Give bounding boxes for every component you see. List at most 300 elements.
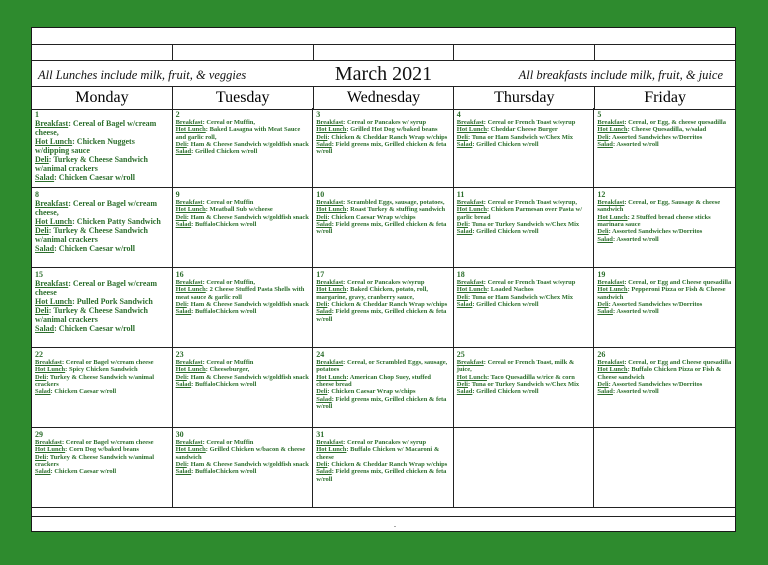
meal-label: Hot Lunch [175, 366, 206, 374]
meal-text: Cereal or Bagel w/cream cheese, [35, 199, 158, 218]
lunch-note: All Lunches include milk, fruit, & veggies [38, 68, 247, 82]
calendar-day-cell [173, 108, 314, 188]
meal-text: Ham & Cheese Sandwich w/goldfish snack [190, 141, 309, 149]
meal-text: Cereal or Pancakes w/ syrup [346, 439, 427, 446]
meal-text: Chicken Caesar w/roll [54, 468, 117, 476]
menu-line: Hot Lunch: Baked Chicken, potato, roll, margarine, gravy, cranberry sauce, [316, 286, 429, 301]
day-number: 4 [456, 110, 461, 119]
meal-text: Assorted w/roll [616, 235, 659, 243]
menu-line: Deli: Turkey & Cheese Sandwich w/animal crackers [35, 226, 148, 245]
menu-line: Deli: Ham & Cheese Sandwich w/goldfish snack [175, 301, 309, 309]
menu-line: Breakfast: Cereal of Bagel w/cream cheese, [35, 119, 157, 138]
menu-line: Salad: Grilled Chicken w/roll [175, 148, 258, 156]
menu-line: Deli: Turkey & Cheese Sandwich w/animal crackers [35, 373, 155, 389]
calendar-day-cell [313, 188, 454, 268]
meal-label: Deli [456, 293, 468, 301]
meal-text: Cereal or French Toast w/syrup [487, 119, 576, 126]
meal-text: Cereal or Muffin, [206, 279, 256, 286]
menu-line: Breakfast: Cereal or Pancakes w/syrup [316, 279, 425, 286]
weekday-header [32, 86, 735, 110]
meal-label: Hot Lunch [35, 137, 73, 147]
calendar-day-cell [173, 428, 314, 508]
day-number: 2 [175, 110, 180, 119]
meal-text: Cheeseburger, [209, 366, 250, 374]
meal-text: Cereal, or Egg and Cheese quesadilla [628, 279, 732, 286]
meal-label: Deli [597, 133, 609, 141]
meal-label: Breakfast [597, 279, 625, 286]
meal-text: Cereal, or Egg, Sausage & cheese sandwich [597, 199, 721, 214]
meal-label: Hot Lunch [316, 446, 347, 454]
menu-line: Hot Lunch: Pulled Pork Sandwich [35, 297, 153, 307]
day-wednesday: Wednesday [314, 87, 455, 109]
blank-header-row [32, 45, 735, 61]
menu-line: Breakfast: Cereal or Bagel w/cream cheese [35, 359, 154, 366]
menu-line: Deli: Ham & Cheese Sandwich w/goldfish snack [175, 373, 309, 381]
meal-label: Salad [597, 388, 613, 396]
meal-text: Cheddar Cheese Burger [490, 126, 558, 134]
meal-label: Deli [597, 301, 609, 309]
meal-text: Tuna or Turkey Sandwich w/Chex Mix [471, 381, 580, 389]
menu-line: Deli: Chicken & Cheddar Ranch Wrap w/chips [316, 301, 448, 309]
meal-label: Salad [597, 235, 613, 243]
calendar-day-cell [313, 108, 454, 188]
menu-line: Hot Lunch: Buffalo Chicken w/ Macaroni & cheese [316, 446, 440, 461]
menu-line: Salad: Chicken Caesar w/roll [35, 468, 117, 476]
meal-text: Ham & Cheese Sandwich w/goldfish snack [190, 373, 309, 381]
meal-label: Hot Lunch [35, 366, 66, 374]
meal-label: Breakfast [35, 359, 62, 366]
day-number: 1 [35, 110, 39, 119]
calendar-day-cell [594, 428, 735, 508]
meal-label: Salad [175, 468, 192, 476]
meal-text: Chicken Caesar w/roll [58, 244, 135, 254]
menu-line: Hot Lunch: Cheese Quesadilla, w/salad [597, 126, 707, 134]
menu-line: Hot Lunch: 2 Cheese Stuffed Pasta Shells with meat sauce & garlic roll [175, 286, 305, 301]
menu-line: Hot Lunch: Spicy Chicken Sandwich [35, 366, 138, 374]
meal-label: Breakfast [456, 279, 484, 286]
menu-line: Breakfast: Cereal or French Toast w/syrup, [456, 199, 577, 206]
calendar-day-cell [594, 268, 735, 348]
meal-label: Deli [316, 301, 328, 309]
day-number: 8 [35, 190, 39, 199]
meal-label: Hot Lunch [175, 126, 206, 134]
menu-line: Breakfast: Cereal or Muffin [175, 439, 254, 446]
meal-text: Grilled Chicken w/roll [476, 301, 539, 309]
calendar-day-cell [594, 188, 735, 268]
meal-text: Cereal or Muffin [206, 359, 254, 366]
meal-label: Breakfast [456, 119, 484, 126]
meal-text: 2 Stuffed bread cheese sticks marinara sauce [597, 213, 711, 229]
menu-line: Salad: Chicken Caesar w/roll [35, 173, 135, 183]
meal-text: Chicken Caesar w/roll [54, 388, 117, 396]
meal-label: Breakfast [456, 359, 484, 366]
calendar-day-cell [313, 428, 454, 508]
day-thursday: Thursday [454, 87, 595, 109]
meal-label: Hot Lunch [316, 126, 347, 134]
day-number: 16 [175, 270, 184, 279]
day-number: 30 [175, 430, 184, 439]
menu-line: Breakfast: Cereal or Pancakes w/ syrup [316, 119, 427, 126]
menu-line: Breakfast: Cereal or Muffin [175, 359, 254, 366]
meal-label: Hot Lunch [175, 446, 206, 454]
day-number: 29 [35, 430, 43, 439]
meal-label: Salad [35, 388, 51, 396]
meal-text: Cereal of Bagel w/cream cheese, [35, 119, 157, 138]
meal-text: American Chop Suey, stuffed cheese bread [316, 373, 432, 389]
meal-text: Ham & Cheese Sandwich w/goldfish snack [190, 301, 309, 309]
meal-label: Hot Lunch [316, 286, 347, 294]
meal-label: Salad [456, 301, 473, 309]
meal-text: Tuna or Ham Sandwich w/Chex Mix [471, 133, 573, 141]
meal-label: Salad [597, 308, 613, 316]
meal-label: Hot Lunch [597, 286, 628, 294]
meal-label: Hot Lunch [456, 373, 487, 381]
menu-line: Deli: Assorted Sandwiches w/Dorritos [597, 133, 703, 141]
meal-text: Turkey & Cheese Sandwich w/animal crackers [35, 306, 148, 325]
meal-label: Salad [175, 381, 192, 389]
meal-label: Salad [175, 148, 192, 156]
blank-cell [595, 45, 735, 61]
menu-line: Breakfast: Cereal, or Egg, Sausage & cheese sandwich [597, 199, 721, 214]
meal-text: Chicken Caesar w/roll [58, 324, 135, 334]
day-number: 24 [316, 350, 325, 359]
day-number: 9 [175, 190, 180, 199]
meal-label: Salad [175, 308, 192, 316]
day-number: 15 [35, 270, 43, 279]
day-number: 18 [456, 270, 465, 279]
meal-text: Pepperoni Pizza or Fish & Cheese sandwich [597, 286, 726, 301]
menu-line: Breakfast: Cereal, or Egg, & cheese quesadilla [597, 119, 726, 126]
calendar-day-cell [173, 268, 314, 348]
meal-label: Breakfast [35, 279, 69, 288]
menu-line: Salad: Field greens mix, Grilled chicken & feta w/roll [316, 468, 447, 483]
day-number: 12 [597, 190, 606, 199]
day-friday: Friday [644, 89, 686, 106]
menu-line: Salad: BuffaloChicken w/roll [175, 308, 257, 316]
meal-text: Cereal or Muffin [206, 439, 254, 446]
calendar-day-cell [594, 348, 735, 428]
meal-text: BuffaloChicken w/roll [194, 221, 257, 229]
blank-cell [314, 45, 455, 61]
menu-line: Deli: Ham & Cheese Sandwich w/goldfish snack [175, 461, 309, 469]
meal-label: Salad [597, 141, 613, 149]
menu-line: Hot Lunch: Cheeseburger, [175, 366, 250, 374]
calendar-day-cell [173, 348, 314, 428]
meal-label: Breakfast [175, 359, 203, 366]
menu-line: Deli: Turkey & Cheese Sandwich w/animal crackers [35, 306, 148, 325]
meal-label: Hot Lunch [597, 213, 628, 221]
day-number: 25 [456, 350, 465, 359]
meal-label: Deli [35, 453, 47, 461]
menu-line: Deli: Chicken Caesar Wrap w/chips [316, 388, 416, 396]
meal-text: Field greens mix, Grilled chicken & feta w/roll [316, 395, 447, 411]
meal-label: Deli [456, 133, 468, 141]
meal-text: Grilled Chicken w/roll [476, 141, 539, 149]
menu-line: Breakfast: Cereal or Muffin, [175, 279, 256, 286]
meal-label: Breakfast [316, 439, 344, 446]
meal-label: Hot Lunch [35, 217, 73, 227]
meal-label: Deli [175, 213, 187, 221]
meal-label: Breakfast [316, 359, 344, 366]
meal-text: Grilled Chicken w/bacon & cheese sandwich [175, 446, 306, 461]
meal-label: Hot Lunch [456, 126, 487, 134]
meal-label: Salad [456, 388, 473, 396]
meal-text: Assorted Sandwiches w/Dorritos [612, 133, 703, 141]
menu-line: Hot Lunch: Roast Turkey & stuffing sandwich [316, 206, 446, 214]
menu-line: Breakfast: Cereal or Bagel w/cream cheese [35, 439, 154, 446]
meal-text: Chicken Patty Sandwich [76, 217, 161, 227]
day-number: 5 [597, 110, 602, 119]
day-number: 10 [316, 190, 325, 199]
menu-line: Hot Lunch: Meatball Sub w/cheese [175, 206, 273, 214]
meal-text: Baked Chicken, potato, roll, margarine, gravy, cranberry sauce, [316, 286, 429, 301]
meal-label: Hot Lunch [35, 297, 73, 307]
menu-line: Deli: Assorted Sandwiches w/Dorritos [597, 381, 703, 389]
meal-text: Grilled Chicken w/roll [194, 148, 258, 156]
menu-line: Salad: Chicken Caesar w/roll [35, 324, 135, 334]
meal-text: Baked Lasagna with Meat Sauce and garlic roll, [175, 126, 301, 141]
meal-text: Pulled Pork Sandwich [76, 297, 153, 307]
meal-label: Salad [316, 395, 332, 403]
menu-line: Breakfast: Cereal or French Toast w/syrup [456, 279, 576, 286]
meal-text: Assorted Sandwiches w/Dorritos [612, 228, 703, 236]
meal-text: Tuna or Ham Sandwich w/Chex Mix [471, 293, 573, 301]
meal-label: Deli [316, 461, 328, 469]
calendar-day-cell [594, 108, 735, 188]
meal-text: Cereal or Bagel w/cream cheese [65, 359, 154, 366]
calendar-day-cell [313, 268, 454, 348]
meal-text: Chicken Nuggets w/dipping sauce [35, 137, 135, 156]
day-number: 26 [597, 350, 606, 359]
menu-line: Salad: Chicken Caesar w/roll [35, 244, 135, 254]
meal-label: Deli [316, 133, 328, 141]
meal-label: Deli [316, 213, 328, 221]
meal-label: Salad [316, 308, 332, 316]
menu-line: Salad: Grilled Chicken w/roll [456, 228, 539, 236]
menu-line: Hot Lunch: Pepperoni Pizza or Fish & Cheese sandwich [597, 286, 726, 301]
meal-text: Turkey & Cheese Sandwich w/animal crackers [35, 453, 155, 469]
meal-label: Hot Lunch [316, 373, 347, 381]
meal-text: Field greens mix, Grilled chicken & feta w/roll [316, 308, 447, 323]
meal-text: Cereal, or Egg, & cheese quesadilla [628, 119, 726, 126]
menu-line: Hot Lunch: Grilled Chicken w/bacon & cheese sandwich [175, 446, 306, 461]
menu-line: Salad: Assorted w/roll [597, 235, 659, 243]
day-number: 22 [35, 350, 43, 359]
meal-label: Hot Lunch [35, 446, 66, 454]
meal-text: Assorted Sandwiches w/Dorritos [612, 381, 703, 389]
breakfast-note: All breakfasts include milk, fruit, & juice [518, 68, 723, 82]
meal-label: Breakfast [597, 119, 625, 126]
calendar-frame [31, 27, 736, 532]
meal-label: Hot Lunch [316, 206, 347, 214]
menu-line: Hot Lunch: 2 Stuffed bread cheese sticks marinara sauce [597, 213, 711, 229]
meal-label: Salad [35, 173, 55, 183]
calendar-day-cell [32, 348, 173, 428]
meal-text: Spicy Chicken Sandwich [68, 366, 138, 374]
meal-text: Cereal or French Toast w/syrup [487, 279, 576, 286]
menu-line: Deli: Chicken & Cheddar Ranch Wrap w/chips [316, 461, 448, 469]
meal-label: Breakfast [175, 119, 203, 126]
menu-line: Deli: Ham & Cheese Sandwich w/goldfish snack [175, 213, 309, 221]
meal-label: Salad [316, 141, 332, 149]
meal-label: Deli [35, 306, 49, 316]
menu-line: Hot Lunch: Loaded Nachos [456, 286, 534, 294]
meal-label: Breakfast [175, 439, 203, 446]
menu-line: Deli: Tuna or Turkey Sandwich w/Chex Mix [456, 221, 580, 229]
meal-text: Turkey & Cheese Sandwich w/animal crackers [35, 226, 148, 245]
calendar-day-cell [454, 348, 595, 428]
meal-label: Salad [35, 324, 55, 334]
menu-line: Salad: Assorted w/roll [597, 308, 659, 316]
meal-label: Breakfast [175, 279, 203, 286]
meal-label: Deli [175, 373, 187, 381]
menu-line: Deli: Chicken & Cheddar Ranch Wrap w/chips [316, 133, 448, 141]
calendar-day-cell [313, 348, 454, 428]
meal-label: Salad [456, 228, 473, 236]
meal-label: Deli [175, 141, 187, 149]
calendar-day-cell [32, 188, 173, 268]
menu-line: Breakfast: Cereal or Muffin, [175, 119, 256, 126]
meal-text: Cereal, or Egg and Cheese quesadilla [628, 359, 732, 366]
meal-label: Breakfast [175, 199, 203, 206]
menu-line: Hot Lunch: Chicken Nuggets w/dipping sauce [35, 137, 135, 156]
menu-line: Deli: Assorted Sandwiches w/Dorritos [597, 228, 703, 236]
meal-text: Cereal, or Scrambled Eggs, sausage, potatoes [316, 359, 448, 374]
meal-text: Cheese Quesadilla, w/salad [631, 126, 707, 134]
meal-text: Cereal or Muffin, [206, 119, 256, 126]
meal-text: Turkey & Cheese Sandwich w/animal crackers [35, 373, 155, 389]
day-number: 19 [597, 270, 606, 279]
menu-line: Breakfast: Scrambled Eggs, sausage, potatoes, [316, 199, 445, 206]
menu-line: Hot Lunch: American Chop Suey, stuffed cheese bread [316, 373, 432, 389]
menu-line: Hot Lunch: Buffalo Chicken Pizza or Fish & Cheese sandwich [597, 366, 722, 381]
meal-label: Breakfast [597, 199, 625, 206]
menu-line: Salad: Chicken Caesar w/roll [35, 388, 117, 396]
meal-label: Hot Lunch [597, 126, 628, 134]
month-title: March 2021 [334, 63, 433, 85]
meal-text: Cereal or French Toast, milk & juice, [456, 359, 575, 374]
meal-label: Deli [316, 388, 328, 396]
meal-text: Assorted w/roll [616, 388, 659, 396]
meal-text: Cereal or Pancakes w/syrup [346, 279, 425, 286]
meal-label: Deli [456, 221, 468, 229]
blank-cell [32, 45, 173, 61]
menu-line: Deli: Assorted Sandwiches w/Dorritos [597, 301, 703, 309]
menu-line: Breakfast: Cereal or Pancakes w/ syrup [316, 439, 427, 446]
meal-text: Buffalo Chicken Pizza or Fish & Cheese sandwich [597, 366, 722, 381]
meal-text: Grilled Hot Dog w/baked beans [350, 126, 438, 134]
menu-line: Hot Lunch: Grilled Hot Dog w/baked beans [316, 126, 438, 134]
meal-text: Assorted w/roll [616, 141, 659, 149]
calendar-day-cell [454, 268, 595, 348]
meal-text: Loaded Nachos [490, 286, 534, 294]
menu-line: Breakfast: Cereal or Muffin [175, 199, 254, 206]
calendar-day-cell [173, 188, 314, 268]
meal-text: Ham & Cheese Sandwich w/goldfish snack [190, 213, 309, 221]
meal-label: Hot Lunch [456, 206, 487, 214]
meal-text: Scrambled Eggs, sausage, potatoes, [346, 199, 445, 206]
meal-text: Chicken Caesar Wrap w/chips [331, 388, 416, 396]
meal-text: BuffaloChicken w/roll [194, 308, 257, 316]
meal-text: BuffaloChicken w/roll [194, 381, 257, 389]
menu-line: Hot Lunch: Corn Dog w/baked beans [35, 446, 139, 454]
menu-line: Salad: Grilled Chicken w/roll [456, 141, 539, 149]
menu-line: Salad: BuffaloChicken w/roll [175, 468, 257, 476]
meal-label: Deli [175, 461, 187, 469]
meal-text: Cereal or Muffin [206, 199, 254, 206]
meal-label: Deli [597, 228, 609, 236]
meal-label: Breakfast [35, 439, 62, 446]
day-number: 3 [316, 110, 321, 119]
meal-label: Breakfast [316, 199, 344, 206]
meal-text: 2 Cheese Stuffed Pasta Shells with meat sauce & garlic roll [175, 286, 305, 301]
meal-label: Deli [597, 381, 609, 389]
menu-line: Salad: Grilled Chicken w/roll [456, 388, 539, 396]
day-tuesday: Tuesday [173, 87, 314, 109]
meal-text: Field greens mix, Grilled chicken & feta w/roll [316, 221, 447, 236]
meal-label: Deli [456, 381, 468, 389]
menu-line: Salad: Assorted w/roll [597, 388, 659, 396]
calendar-day-cell [32, 108, 173, 188]
meal-label: Hot Lunch [597, 366, 628, 374]
day-number: 31 [316, 430, 325, 439]
menu-line: Hot Lunch: Baked Lasagna with Meat Sauce and garlic roll, [175, 126, 301, 141]
footer-mark: . [394, 520, 396, 529]
meal-text: Chicken & Cheddar Ranch Wrap w/chips [331, 301, 448, 309]
meal-label: Salad [35, 244, 55, 254]
menu-line: Breakfast: Cereal or Bagel w/cream cheese [35, 279, 158, 298]
calendar-grid [32, 108, 735, 508]
menu-line: Breakfast: Cereal, or Egg and Cheese quesadilla [597, 279, 732, 286]
menu-line: Breakfast: Cereal, or Scrambled Eggs, sausage, potatoes [316, 359, 448, 374]
day-monday: Monday [32, 87, 173, 109]
meal-label: Hot Lunch [175, 206, 206, 214]
meal-text: Chicken Caesar Wrap w/chips [331, 213, 416, 221]
meal-text: Cereal or Bagel w/cream cheese [65, 439, 154, 446]
menu-line: Hot Lunch: Chicken Patty Sandwich [35, 217, 161, 227]
meal-text: Chicken Parmesan over Pasta w/ garlic bread [456, 206, 582, 221]
meal-text: Grilled Chicken w/roll [476, 388, 539, 396]
menu-line: Deli: Turkey & Cheese Sandwich w/animal crackers [35, 155, 148, 174]
menu-line: Salad: Field greens mix, Grilled chicken & feta w/roll [316, 221, 447, 236]
meal-label: Hot Lunch [456, 286, 487, 294]
meal-label: Hot Lunch [175, 286, 206, 294]
meal-label: Breakfast [35, 119, 69, 128]
meal-text: Field greens mix, Grilled chicken & feta w/roll [316, 141, 447, 156]
calendar-day-cell [32, 268, 173, 348]
meal-label: Deli [175, 301, 187, 309]
meal-text: Turkey & Cheese Sandwich w/animal crackers [35, 155, 148, 174]
menu-line: Deli: Chicken Caesar Wrap w/chips [316, 213, 416, 221]
meal-text: Field greens mix, Grilled chicken & feta w/roll [316, 468, 447, 483]
calendar-day-cell [32, 428, 173, 508]
bottom-strip [32, 516, 735, 531]
meal-text: Taco Quesadilla w/rice & corn [490, 373, 575, 381]
calendar-day-cell [454, 428, 595, 508]
menu-line: Deli: Turkey & Cheese Sandwich w/animal crackers [35, 453, 155, 469]
meal-text: Grilled Chicken w/roll [476, 228, 539, 236]
meal-label: Deli [35, 226, 49, 236]
meal-text: Buffalo Chicken w/ Macaroni & cheese [316, 446, 440, 461]
day-number: 23 [175, 350, 184, 359]
menu-line: Salad: BuffaloChicken w/roll [175, 381, 257, 389]
menu-line: Deli: Tuna or Ham Sandwich w/Chex Mix [456, 293, 573, 301]
menu-line: Deli: Tuna or Ham Sandwich w/Chex Mix [456, 133, 573, 141]
meal-text: Corn Dog w/baked beans [68, 446, 139, 454]
title-row [32, 62, 735, 86]
meal-label: Breakfast [316, 279, 344, 286]
menu-line: Hot Lunch: Cheddar Cheese Burger [456, 126, 558, 134]
